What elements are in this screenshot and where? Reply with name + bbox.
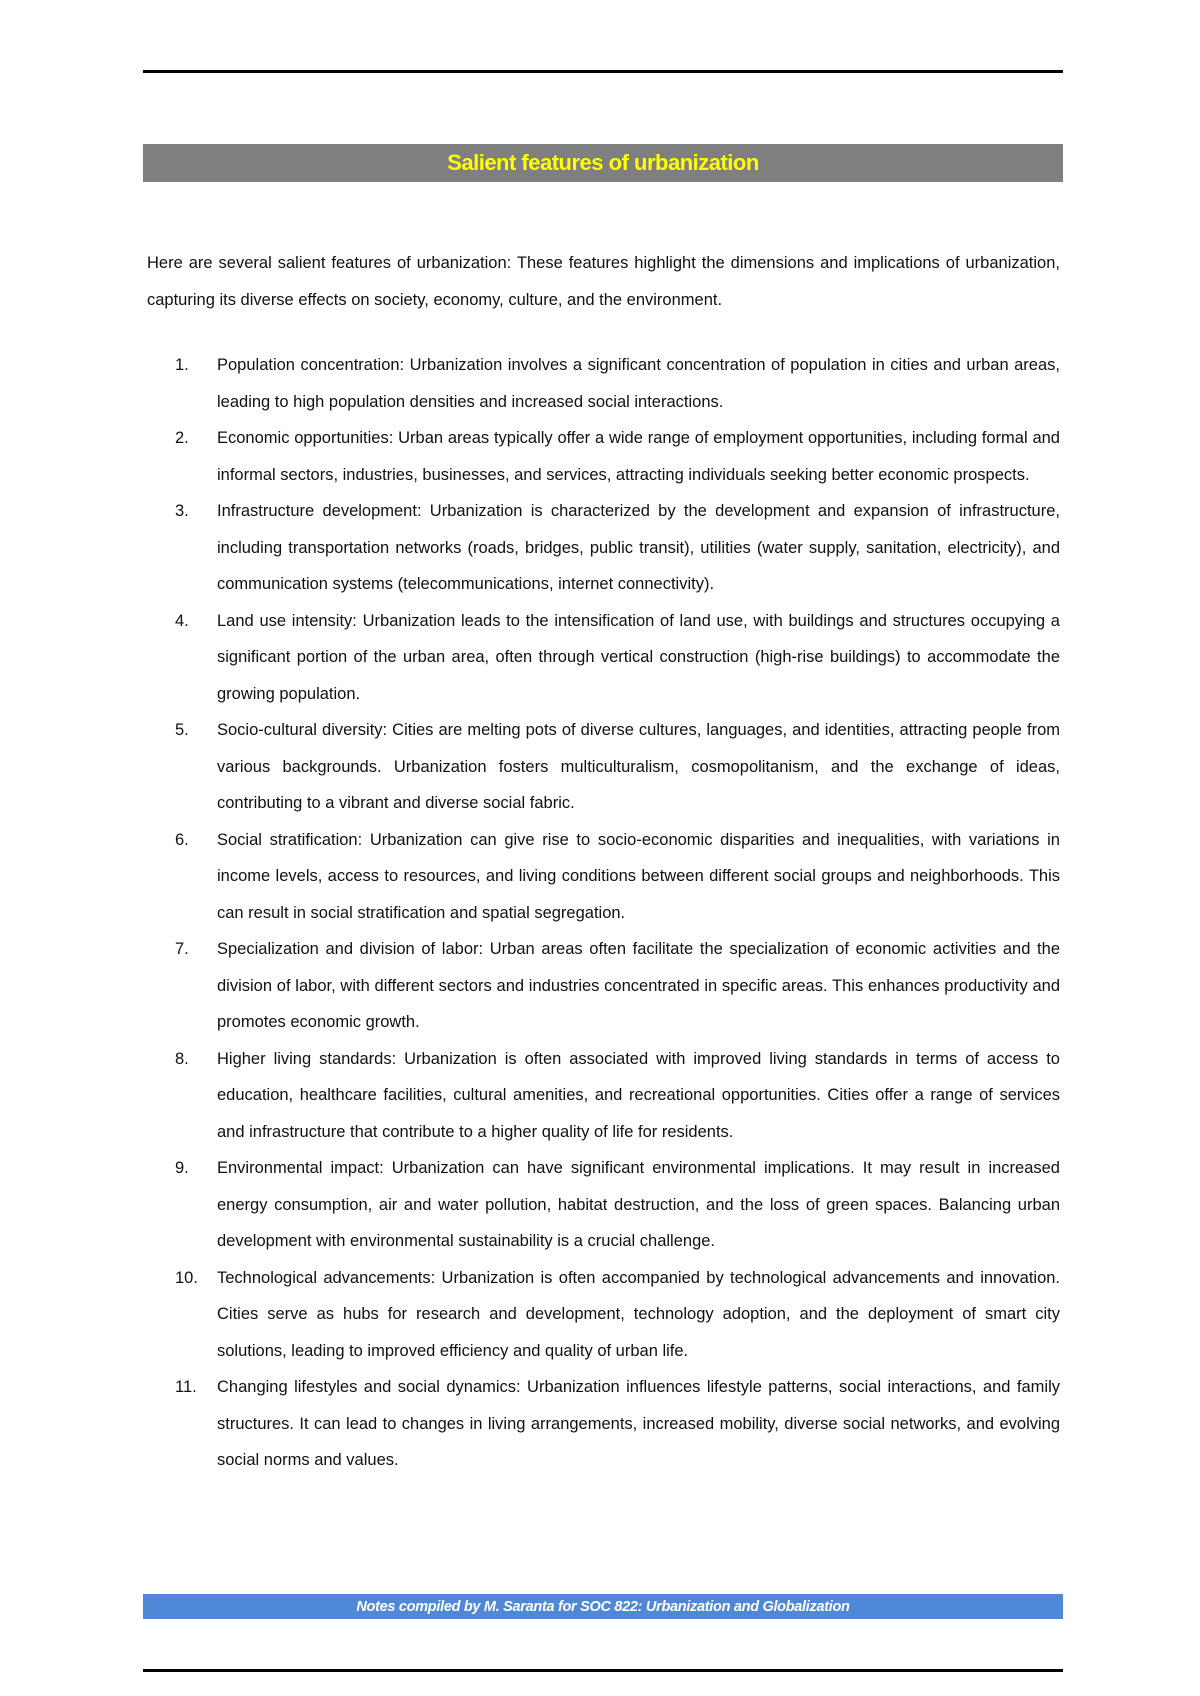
list-item [147, 1260, 1060, 1370]
list-item [147, 1150, 1060, 1260]
list-item-number: 9. [175, 1159, 189, 1177]
page-title: Salient features of urbanization [447, 150, 759, 175]
list-item-text: Changing lifestyles and social dynamics: Urbanization influences lifestyle patterns, social interactions, and family structures. It can lead to changes in living arrangements, increased mobility, diverse social networks, and evolving social norms and values. [217, 1378, 1060, 1469]
list-item-text: Land use intensity: Urbanization leads to the intensification of land use, with buildings and structures occupying a significant portion of the urban area, often through vertical construction (high-rise buildings) to accommodate the growing population. [217, 611, 1060, 703]
list-item-number: 1. [175, 356, 189, 374]
title-banner [143, 144, 1063, 182]
list-item-number: 4. [175, 611, 189, 630]
list-item-text: Environmental impact: Urbanization can have significant environmental implications. It may result in increased energy consumption, air and water pollution, habitat destruction, and the loss of green spaces. Balancing urban development with environmental sustainability is a crucial challenge. [217, 1159, 1060, 1250]
list-item [147, 603, 1060, 713]
list-item-text: Infrastructure development: Urbanization is characterized by the development and expansion of infrastructure, including transportation networks (roads, bridges, public transit), utilities (water supply, sanitation, electricity), and communication systems (telecommunications, internet connectivity). [217, 502, 1060, 593]
list-item [147, 493, 1060, 603]
list-item-number: 3. [175, 502, 189, 520]
features-list [147, 347, 1060, 1479]
list-item [147, 1369, 1060, 1479]
list-item-text: Technological advancements: Urbanization is often accompanied by technological advancements and innovation. Cities serve as hubs for research and development, technology adoption, and the deployment of smart city solutions, leading to improved efficiency and quality of urban life. [217, 1268, 1060, 1360]
list-item [147, 1041, 1060, 1151]
list-item-number: 7. [175, 940, 189, 958]
list-item-number: 2. [175, 429, 189, 447]
top-rule [143, 70, 1063, 73]
list-item-number: 8. [175, 1049, 189, 1068]
list-item [147, 420, 1060, 493]
list-item-number: 5. [175, 721, 189, 739]
list-item-text: Socio-cultural diversity: Cities are melting pots of diverse cultures, languages, and identities, attracting people from various backgrounds. Urbanization fosters multiculturalism, cosmopolitanism, and the exchange of ideas, contributing to a vibrant and diverse social fabric. [217, 721, 1060, 812]
list-item-number: 11. [175, 1378, 197, 1396]
bottom-rule [143, 1669, 1063, 1672]
list-item-text: Economic opportunities: Urban areas typically offer a wide range of employment opportunities, including formal and informal sectors, industries, businesses, and services, attracting individuals seeking better economic prospects. [217, 429, 1060, 484]
footer-note: Notes compiled by M. Saranta for SOC 822: Urbanization and Globalization [356, 1598, 850, 1615]
list-item [147, 822, 1060, 932]
footer-banner [143, 1594, 1063, 1619]
list-item-text: Social stratification: Urbanization can give rise to socio-economic disparities and inequalities, with variations in income levels, access to resources, and living conditions between different social groups and neighborhoods. This can result in social stratification and spatial segregation. [217, 830, 1060, 922]
list-item-number: 6. [175, 830, 189, 849]
intro-paragraph: Here are several salient features of urbanization: These features highlight the dimensions and implications of urbanization, capturing its diverse effects on society, economy, culture, and the environment. [147, 254, 1060, 309]
list-item-text: Higher living standards: Urbanization is often associated with improved living standards in terms of access to education, healthcare facilities, cultural amenities, and recreational opportunities. Cities offer a range of services and infrastructure that contribute to a higher quality of life for residents. [217, 1049, 1060, 1141]
list-item-text: Population concentration: Urbanization involves a significant concentration of population in cities and urban areas, leading to high population densities and increased social interactions. [217, 356, 1060, 411]
list-item [147, 347, 1060, 420]
list-item-number: 10. [175, 1268, 198, 1287]
list-item [147, 712, 1060, 822]
list-item [147, 931, 1060, 1041]
list-item-text: Specialization and division of labor: Urban areas often facilitate the specialization of economic activities and the division of labor, with different sectors and industries concentrated in specific areas. This enhances productivity and promotes economic growth. [217, 940, 1060, 1031]
